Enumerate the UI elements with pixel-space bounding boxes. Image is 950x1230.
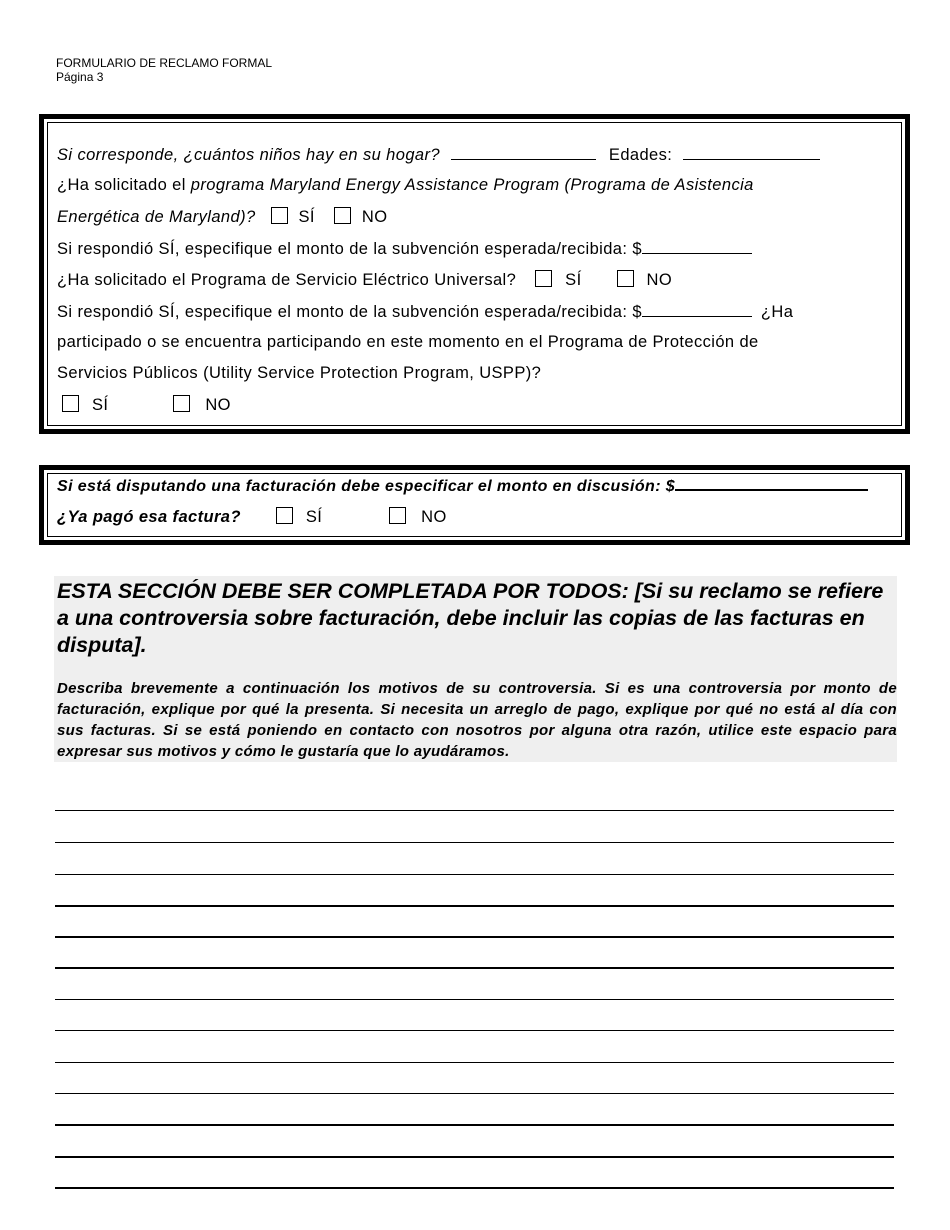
dispute-amount-row xyxy=(57,475,868,496)
children-question: Si corresponde, ¿cuántos niños hay en su hogar? xyxy=(57,146,440,164)
dispute-paid-yes-checkbox[interactable] xyxy=(276,507,293,524)
writing-line[interactable] xyxy=(55,874,894,875)
meap-grant-label: Si respondió SÍ, especifique el monto de la subvención esperada/recibida: $ xyxy=(57,240,642,258)
ages-field[interactable] xyxy=(683,145,820,160)
writing-line[interactable] xyxy=(55,936,894,938)
meap-question-row xyxy=(57,176,754,195)
eusp-row xyxy=(57,270,672,290)
dispute-amount-field[interactable] xyxy=(675,475,868,491)
writing-line[interactable] xyxy=(55,1156,894,1158)
writing-line[interactable] xyxy=(55,967,894,969)
dispute-paid-no-checkbox[interactable] xyxy=(389,507,406,524)
eusp-no-label: NO xyxy=(646,271,673,289)
writing-line[interactable] xyxy=(55,810,894,811)
writing-line[interactable] xyxy=(55,1124,894,1126)
required-section-heading: ESTA SECCIÓN DEBE SER COMPLETADA POR TODOS: [Si su reclamo se refiere a una controversia sobre facturación, debe incluir las copias de las facturas en disputa]. xyxy=(57,579,884,657)
writing-line[interactable] xyxy=(55,1093,894,1094)
eusp-grant-row xyxy=(57,302,793,322)
uspp-yes-checkbox[interactable] xyxy=(62,395,79,412)
dispute-paid-no-label: NO xyxy=(421,508,447,526)
writing-line[interactable] xyxy=(55,842,894,843)
writing-line[interactable] xyxy=(55,999,894,1000)
meap-yes-checkbox[interactable] xyxy=(271,207,288,224)
uspp-yes-label: SÍ xyxy=(91,396,109,414)
uspp-question-line2: participado o se encuentra participando en este momento en el Programa de Protección de xyxy=(57,333,759,351)
meap-grant-amount-field[interactable] xyxy=(642,239,752,254)
meap-question-start: ¿Ha solicitado el xyxy=(57,176,191,194)
eusp-grant-amount-field[interactable] xyxy=(642,302,752,317)
dispute-paid-row xyxy=(57,507,447,527)
form-title: FORMULARIO DE RECLAMO FORMAL xyxy=(56,56,273,70)
meap-question-end: Energética de Maryland)? xyxy=(57,208,256,226)
dispute-paid-question: ¿Ya pagó esa factura? xyxy=(57,508,241,526)
required-section-instructions: Describa brevemente a continuación los motivos de su controversia. Si es una controversia por monto de facturación, explique por qué la presenta. Si necesita un arreglo de pago, explique por qué no está al día con sus facturas. Si se está poniendo en contacto con nosotros por alguna otra razón, utilice este espacio para expresar sus motivos y cómo le gustaría que lo ayudáramos. xyxy=(57,680,897,760)
eusp-yes-label: SÍ xyxy=(565,271,582,289)
meap-question-program: programa Maryland Energy Assistance Program (Programa de Asistencia xyxy=(190,176,754,194)
meap-no-label: NO xyxy=(361,208,388,226)
uspp-no-label: NO xyxy=(205,396,231,414)
meap-grant-row xyxy=(57,239,752,259)
dispute-amount-label: Si está disputando una facturación debe especificar el monto en discusión: $ xyxy=(57,478,676,495)
writing-line[interactable] xyxy=(55,1030,894,1031)
writing-line[interactable] xyxy=(55,1062,894,1063)
uspp-question-start: ¿Ha xyxy=(760,303,794,321)
children-count-field[interactable] xyxy=(451,145,596,160)
meap-answer-row xyxy=(57,207,387,227)
dispute-paid-yes-label: SÍ xyxy=(305,508,323,526)
eusp-grant-label: Si respondió SÍ, especifique el monto de la subvención esperada/recibida: $ xyxy=(57,303,642,321)
uspp-no-checkbox[interactable] xyxy=(173,395,190,412)
page-number: Página 3 xyxy=(56,70,104,84)
uspp-answer-row xyxy=(62,395,231,415)
meap-no-checkbox[interactable] xyxy=(334,207,351,224)
eusp-question: ¿Ha solicitado el Programa de Servicio Eléctrico Universal? xyxy=(57,271,517,289)
eusp-no-checkbox[interactable] xyxy=(617,270,634,287)
writing-line[interactable] xyxy=(55,1187,894,1189)
uspp-question-line3: Servicios Públicos (Utility Service Protection Program, USPP)? xyxy=(57,364,542,382)
meap-yes-label: SÍ xyxy=(298,208,315,226)
eusp-yes-checkbox[interactable] xyxy=(535,270,552,287)
writing-line[interactable] xyxy=(55,905,894,907)
ages-label: Edades: xyxy=(608,146,673,164)
children-row xyxy=(57,145,820,165)
page-header xyxy=(56,56,272,84)
